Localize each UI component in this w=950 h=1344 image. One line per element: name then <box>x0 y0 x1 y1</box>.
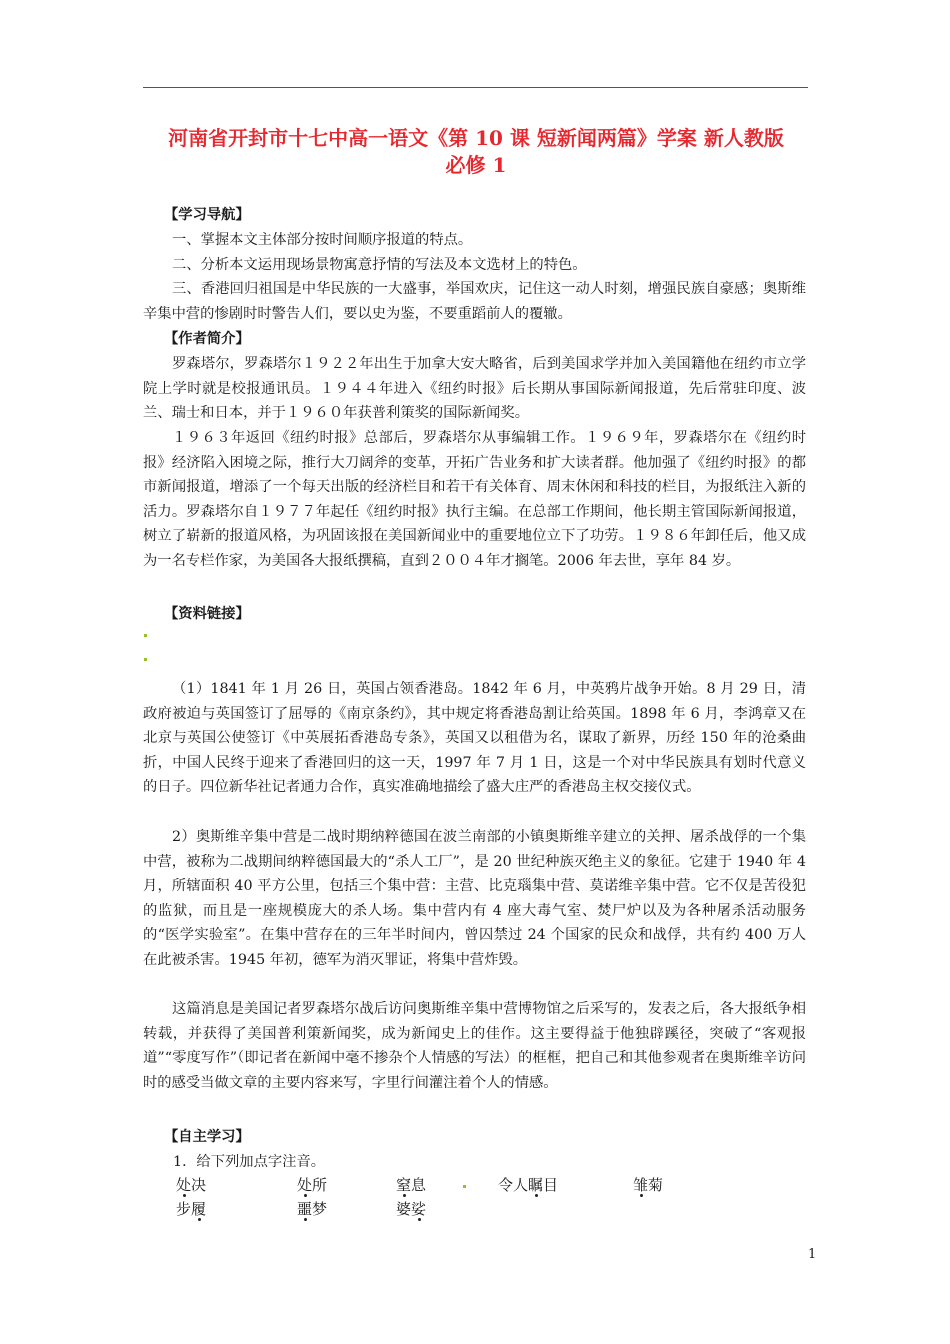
pinyin-item-zhixi: 窒息 <box>396 1176 427 1194</box>
page-number: 1 <box>808 1247 817 1262</box>
pinyin-item-chuju: 雏菊 <box>633 1176 664 1194</box>
marker-dot <box>463 1185 466 1188</box>
guide-item-2: 二、分析本文运用现场景物寓意抒情的写法及本文选材上的特色。 <box>172 257 587 273</box>
pinyin-item-chujue: 处决 <box>176 1176 207 1194</box>
marker-dot <box>144 634 147 637</box>
guide-item-3: 三、香港回归祖国是中华民族的一大盛事，举国欢庆，记住这一动人时刻，增强民族自豪感；奥斯维辛集中营的惨剧时时警告人们，要以史为鉴，不要重蹈前人的覆辙。 <box>143 281 806 322</box>
pinyin-item-bulu: 步履 <box>176 1200 207 1218</box>
pinyin-item-emeng: 噩梦 <box>297 1200 328 1218</box>
document-title: 河南省开封市十七中高一语文《第 10 课 短新闻两篇》学案 新人教版 <box>168 126 784 150</box>
pinyin-item-lingrenzhumu: 令人瞩目 <box>498 1176 559 1194</box>
section-heading-guide: 【学习导航】 <box>164 207 250 223</box>
pinyin-item-chusuo: 处所 <box>297 1176 328 1194</box>
link-paragraph-3: 这篇消息是美国记者罗森塔尔战后访问奥斯维辛集中营博物馆之后采写的，发表之后，各大报纸争相转载，并获得了美国普利策新闻奖，成为新闻史上的佳作。这主要得益于他独辟蹊径，突破了“客观报道”“零度写作”（即记者在新闻中毫不掺杂个人情感的写法）的框框，把自己和其他参观者在奥斯维辛访问时的感受当做文章的主要内容来写，字里行间灌注着个人的情感。 <box>143 1001 806 1091</box>
document-title-line2: 必修 1 <box>445 153 507 177</box>
author-paragraph-2: １９６３年返回《纽约时报》总部后，罗森塔尔从事编辑工作。１９６９年，罗森塔尔在《纽约时报》经济陷入困境之际，推行大刀阔斧的变革，开拓广告业务和扩大读者群。他加强了《纽约时报》的都市新闻报道，增添了一个每天出版的经济栏目和若干有关体育、周末休闲和科技的栏目，为报纸注入新的活力。罗森塔尔自１９７７年起任《纽约时报》执行主编。在总部工作期间，他长期主管国际新闻报道，树立了崭新的报道风格，为巩固该报在美国新闻业中的重要地位立下了功劳。１９８６年卸任后，他又成为一名专栏作家，为美国各大报纸撰稿，直到２００４年才搁笔。2006 年去世，享年 84 岁。 <box>143 430 806 569</box>
guide-item-1: 一、掌握本文主体部分按时间顺序报道的特点。 <box>172 232 473 248</box>
link-paragraph-2: 2）奥斯维辛集中营是二战时期纳粹德国在波兰南部的小镇奥斯维辛建立的关押、屠杀战俘的一个集中营，被称为二战期间纳粹德国最大的“杀人工厂”，是 20 世纪种族灭绝主义的象征。它建于 1940 年 4 月，所辖面积 40 平方公里，包括三个集中营：主营、比克瑙集中营、莫诺维辛集中营。它不仅是苦役犯的监狱，而且是一座规模庞大的杀人场。集中营内有 4 座大毒气室、焚尸炉以及为各种屠杀活动服务的“医学实验室”。在集中营存在的三年半时间内，曾囚禁过 24 个国家的民众和战俘，共有约 400 万人在此被杀害。1945 年初，德军为消灭罪证，将集中营炸毁。 <box>143 829 806 968</box>
link-paragraph-1: （1）1841 年 1 月 26 日，英国占领香港岛。1842 年 6 月，中英鸦片战争开始。8 月 29 日，清政府被迫与英国签订了屈辱的《南京条约》，其中规定将香港岛割让给英国。1898 年 6 月，李鸿章又在北京与英国公使签订《中英展拓香港岛专条》，英国又以租借为名，谋取了新界，历经 150 年的沧桑曲折，中国人民终于迎来了香港回归的这一天，1997 年 7 月 1 日，这是一个对中华民族具有划时代意义的日子。四位新华社记者通力合作，真实准确地描绘了盛大庄严的香港岛主权交接仪式。 <box>143 681 806 796</box>
section-heading-links: 【资料链接】 <box>164 606 250 622</box>
section-heading-author: 【作者简介】 <box>164 331 250 347</box>
section-heading-self-study: 【自主学习】 <box>164 1129 250 1145</box>
exercise-question-1: 1．给下列加点字注音。 <box>173 1154 326 1170</box>
author-paragraph-1: 罗森塔尔，罗森塔尔１９２２年出生于加拿大安大略省，后到美国求学并加入美国籍他在纽约市立学院上学时就是校报通讯员。１９４４年进入《纽约时报》后长期从事国际新闻报道，先后常驻印度、波兰、瑞士和日本，并于１９６０年获普利策奖的国际新闻奖。 <box>143 356 806 422</box>
header-rule <box>143 87 808 88</box>
marker-dot <box>144 658 147 661</box>
pinyin-item-posuo: 婆娑 <box>396 1200 427 1218</box>
